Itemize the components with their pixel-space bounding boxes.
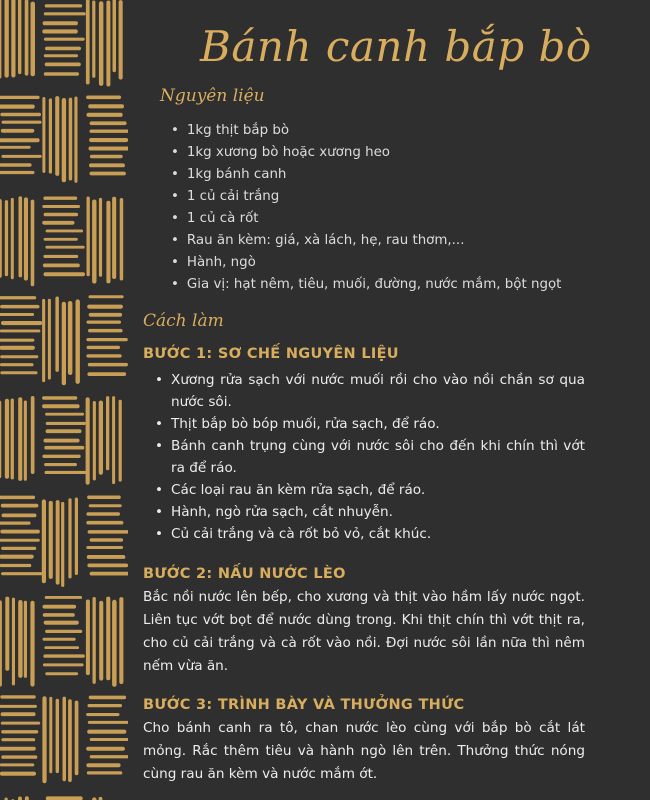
brush-stroke	[44, 439, 80, 443]
brush-stroke	[86, 0, 90, 84]
brush-stroke	[87, 555, 126, 559]
brush-stroke	[31, 200, 35, 287]
step3-text: Cho bánh canh ra tô, chan nước lèo cùng với bắp bò cắt lát mỏng. Rắc thêm tiêu và hành ngò lên trên. Thưởng thức nóng cùng rau ăn kèm và nước mắm ớt.	[143, 720, 585, 782]
brush-stroke	[1, 755, 37, 758]
step1-item: • Hành, ngò rửa sạch, cắt nhuyễn.	[155, 501, 585, 523]
brush-stroke	[49, 697, 52, 774]
brush-stroke	[90, 130, 129, 133]
brush-stroke	[86, 512, 120, 516]
brush-stroke	[1, 722, 40, 725]
brush-stroke	[2, 121, 42, 124]
brush-stroke	[0, 171, 34, 174]
brush-stroke	[120, 198, 124, 281]
brush-stroke	[89, 295, 124, 298]
brush-stroke	[42, 455, 80, 458]
brush-stroke	[87, 771, 123, 774]
brush-stroke	[44, 646, 79, 649]
brush-stroke	[25, 796, 29, 800]
brush-stroke	[44, 238, 78, 241]
ingredient-item: • 1 củ cà rốt	[171, 208, 561, 230]
brush-stroke	[68, 699, 72, 782]
brush-stroke	[0, 163, 32, 167]
brush-stroke	[45, 413, 84, 416]
brush-stroke	[0, 138, 40, 142]
brush-stroke	[31, 2, 36, 77]
brush-stroke	[2, 514, 37, 518]
brush-stroke	[5, 399, 9, 479]
brush-stroke	[90, 755, 128, 758]
brush-stroke	[88, 530, 128, 534]
brush-stroke	[69, 98, 73, 181]
brush-stroke	[5, 0, 9, 78]
ingredient-item: • Rau ăn kèm: giá, xà lách, hẹ, rau thơm,...	[171, 230, 561, 252]
brush-stroke	[99, 601, 103, 681]
brush-stroke	[56, 699, 59, 773]
brush-stroke	[0, 199, 2, 278]
brush-stroke	[24, 601, 27, 678]
brush-stroke	[0, 355, 38, 358]
brush-stroke	[99, 1, 104, 86]
brush-stroke	[1, 129, 35, 133]
brush-stroke	[86, 600, 90, 676]
brush-stroke	[61, 502, 64, 587]
step1-item: • Các loại rau ăn kèm rửa sạch, để ráo.	[155, 479, 585, 501]
ingredient-item: • Hành, ngò	[171, 252, 561, 274]
brush-stroke	[0, 539, 40, 542]
brush-stroke	[45, 63, 81, 67]
brush-stroke	[86, 546, 123, 549]
brush-stroke	[0, 564, 31, 567]
brush-stroke	[43, 255, 78, 258]
brush-stroke	[1, 712, 36, 716]
brush-stroke	[44, 38, 85, 41]
brush-stroke	[0, 763, 34, 766]
brush-stroke	[0, 113, 41, 117]
brush-stroke	[42, 97, 45, 173]
brush-stroke	[62, 302, 66, 385]
brush-stroke	[45, 471, 87, 474]
brush-stroke	[0, 555, 34, 559]
ingredient-item: • Gia vị: hạt nêm, tiêu, muối, đường, nước mắm, bột ngọt	[171, 274, 561, 296]
brush-stroke	[42, 499, 46, 583]
brush-stroke	[90, 155, 123, 159]
brush-stroke	[86, 96, 121, 100]
brush-stroke	[43, 663, 84, 666]
brush-stroke	[1, 572, 43, 575]
brush-stroke	[0, 346, 35, 350]
brush-stroke	[87, 321, 122, 324]
brush-stroke	[86, 763, 120, 767]
brush-stroke	[87, 564, 128, 568]
ingredient-item: • 1kg bánh canh	[171, 164, 561, 186]
brush-stroke	[90, 121, 127, 125]
brush-stroke	[1, 155, 41, 158]
brush-stroke	[25, 0, 29, 76]
brush-stroke	[1, 321, 42, 325]
brush-stroke	[99, 198, 102, 277]
brush-stroke	[119, 597, 123, 684]
brush-stroke	[1, 547, 36, 550]
brush-stroke	[0, 371, 37, 374]
brush-stroke	[0, 0, 1, 79]
ingredient-item: • 1kg thịt bắp bò	[171, 120, 561, 142]
brush-stroke	[92, 200, 96, 284]
method-heading: Cách làm	[143, 311, 224, 331]
brush-stroke	[88, 363, 128, 367]
brush-stroke	[0, 96, 40, 99]
brush-stroke	[87, 346, 120, 349]
brush-stroke	[5, 200, 8, 276]
brush-stroke	[88, 704, 123, 707]
brush-stroke	[89, 696, 126, 700]
brush-stroke	[89, 138, 128, 142]
ingredients-list	[171, 120, 561, 296]
step2-text: Bắc nồi nước lên bếp, cho xương và thịt vào hầm lấy nước ngọt. Liên tục vớt bọt để nước dùng trong. Khi thịt chín thì vớt thịt ra, cho củ cải trắng và cà rốt vào nồi. Đợi nước sôi lần nữa thì nêm nếm vừa ăn.	[143, 589, 585, 674]
brush-stroke	[0, 600, 2, 686]
brush-stroke	[86, 521, 123, 525]
brush-stroke	[46, 422, 86, 425]
brush-stroke	[45, 672, 78, 675]
step3-title: BƯỚC 3: TRÌNH BÀY VÀ THƯỞNG THỨC	[143, 697, 465, 713]
step1-list	[155, 369, 585, 545]
brush-stroke	[24, 401, 27, 481]
brush-stroke	[88, 104, 124, 108]
brush-stroke	[49, 98, 52, 173]
brush-stroke	[106, 597, 110, 681]
step1-item: • Xương rửa sạch với nước muối rồi cho vào nồi chần sơ qua nước sôi.	[155, 369, 585, 413]
brush-stroke	[92, 1, 95, 78]
brush-stroke	[0, 105, 35, 109]
brush-stroke	[93, 401, 96, 481]
brush-stroke	[49, 501, 53, 579]
brush-stroke	[62, 98, 66, 182]
brush-stroke	[0, 313, 34, 316]
brush-stroke	[90, 738, 128, 741]
brush-stroke	[88, 329, 123, 333]
ingredient-item: • 1kg xương bò hoặc xương heo	[171, 142, 561, 164]
brush-stroke	[68, 498, 71, 578]
brush-stroke	[0, 296, 36, 299]
brush-stroke	[1, 738, 35, 741]
brush-stroke	[42, 299, 45, 382]
brush-stroke	[5, 597, 9, 671]
brush-stroke	[86, 713, 119, 716]
brush-stroke	[43, 21, 78, 25]
brush-stroke	[87, 372, 126, 376]
brush-stroke	[86, 354, 121, 357]
brush-stroke	[44, 54, 78, 57]
brush-stroke	[18, 0, 21, 74]
step1-item: • Củ cải trắng và cà rốt bỏ vỏ, cắt khúc.	[155, 523, 585, 545]
brush-stroke	[87, 496, 121, 500]
brush-stroke	[43, 605, 77, 609]
brush-stroke	[44, 213, 79, 217]
brush-stroke	[43, 264, 80, 268]
brush-stroke	[93, 597, 96, 684]
brush-stroke	[55, 297, 59, 372]
brush-stroke	[42, 396, 77, 400]
brush-stroke	[87, 730, 126, 734]
brush-stroke	[87, 113, 123, 117]
brush-stroke	[106, 201, 110, 284]
brush-stroke	[89, 313, 122, 317]
brush-stroke	[76, 299, 80, 384]
brush-stroke	[0, 530, 40, 534]
brush-stroke	[0, 401, 1, 479]
brush-stroke	[0, 363, 33, 366]
brush-stroke	[86, 338, 127, 341]
brush-stroke	[0, 330, 40, 333]
brush-stroke	[48, 299, 51, 380]
brush-stroke	[0, 339, 34, 342]
brush-stroke	[45, 246, 84, 249]
brush-stroke	[0, 496, 35, 500]
brush-stroke	[0, 522, 31, 525]
ingredient-item: • 1 củ cải trắng	[171, 186, 561, 208]
brush-stroke	[89, 147, 129, 151]
brush-stroke	[44, 272, 86, 276]
brush-stroke	[18, 397, 22, 481]
brush-stroke	[44, 446, 84, 450]
brush-stroke	[119, 400, 122, 482]
brush-stroke	[1, 504, 39, 508]
step1-item: • Bánh canh trụng cùng với nước sôi cho đến khi chín thì vớt ra để ráo.	[155, 435, 585, 479]
brush-stroke	[24, 197, 28, 280]
brush-stroke	[90, 172, 126, 176]
brush-stroke	[63, 697, 67, 782]
brush-stroke	[46, 230, 84, 233]
brush-stroke	[11, 399, 14, 480]
decorative-stripe-pattern	[0, 0, 128, 800]
brush-stroke	[0, 705, 37, 708]
brush-stroke	[43, 197, 77, 200]
brush-stroke	[43, 654, 84, 657]
brush-stroke	[43, 613, 75, 617]
brush-stroke	[11, 198, 14, 279]
brush-stroke	[74, 97, 77, 183]
brush-stroke	[18, 600, 22, 678]
step1-item: • Thịt bắp bò bóp muối, rửa sạch, để ráo.	[155, 413, 585, 435]
brush-stroke	[45, 596, 82, 599]
brush-stroke	[0, 305, 39, 309]
brush-stroke	[1, 730, 38, 733]
brush-stroke	[113, 0, 117, 72]
brush-stroke	[0, 146, 31, 149]
brush-stroke	[42, 29, 78, 33]
brush-stroke	[87, 305, 123, 309]
brush-stroke	[46, 796, 83, 800]
brush-stroke	[112, 396, 115, 484]
brush-stroke	[106, 396, 109, 470]
brush-stroke	[44, 72, 79, 76]
brush-stroke	[86, 397, 90, 484]
step1-title: BƯỚC 1: SƠ CHẾ NGUYÊN LIỆU	[143, 346, 399, 362]
brush-stroke	[75, 498, 78, 576]
brush-stroke	[42, 221, 74, 225]
brush-stroke	[89, 163, 125, 167]
brush-stroke	[0, 772, 36, 776]
brush-stroke	[106, 1, 110, 87]
brush-stroke	[42, 205, 80, 208]
brush-stroke	[44, 621, 79, 625]
brush-stroke	[19, 196, 23, 277]
brush-stroke	[86, 747, 125, 751]
brush-stroke	[99, 401, 103, 475]
brush-stroke	[87, 197, 90, 277]
brush-stroke	[44, 463, 77, 466]
brush-stroke	[45, 4, 82, 7]
brush-stroke	[45, 630, 82, 633]
brush-stroke	[112, 197, 116, 279]
brush-stroke	[31, 396, 35, 474]
brush-stroke	[0, 695, 35, 698]
brush-stroke	[43, 638, 76, 641]
ingredients-heading: Nguyên liệu	[160, 86, 265, 106]
brush-stroke	[42, 404, 80, 408]
brush-stroke	[12, 598, 15, 686]
brush-stroke	[45, 47, 81, 51]
brush-stroke	[88, 721, 128, 724]
brush-stroke	[30, 601, 34, 687]
brush-stroke	[56, 500, 60, 584]
brush-stroke	[18, 797, 22, 800]
brush-stroke	[11, 0, 15, 78]
brush-stroke	[90, 538, 124, 542]
brush-stroke	[89, 504, 122, 507]
brush-stroke	[42, 696, 46, 783]
recipe-card	[143, 0, 592, 800]
brush-stroke	[112, 600, 117, 687]
brush-stroke	[75, 701, 79, 776]
brush-stroke	[44, 12, 86, 15]
recipe-title: Bánh canh bắp bò	[200, 22, 592, 71]
brush-stroke	[90, 572, 128, 576]
step2-title: BƯỚC 2: NẤU NƯỚC LÈO	[143, 566, 346, 582]
brush-stroke	[55, 96, 59, 176]
brush-stroke	[119, 0, 123, 80]
brush-stroke	[0, 747, 36, 751]
brush-stroke	[68, 301, 73, 375]
brush-stroke	[46, 429, 82, 433]
